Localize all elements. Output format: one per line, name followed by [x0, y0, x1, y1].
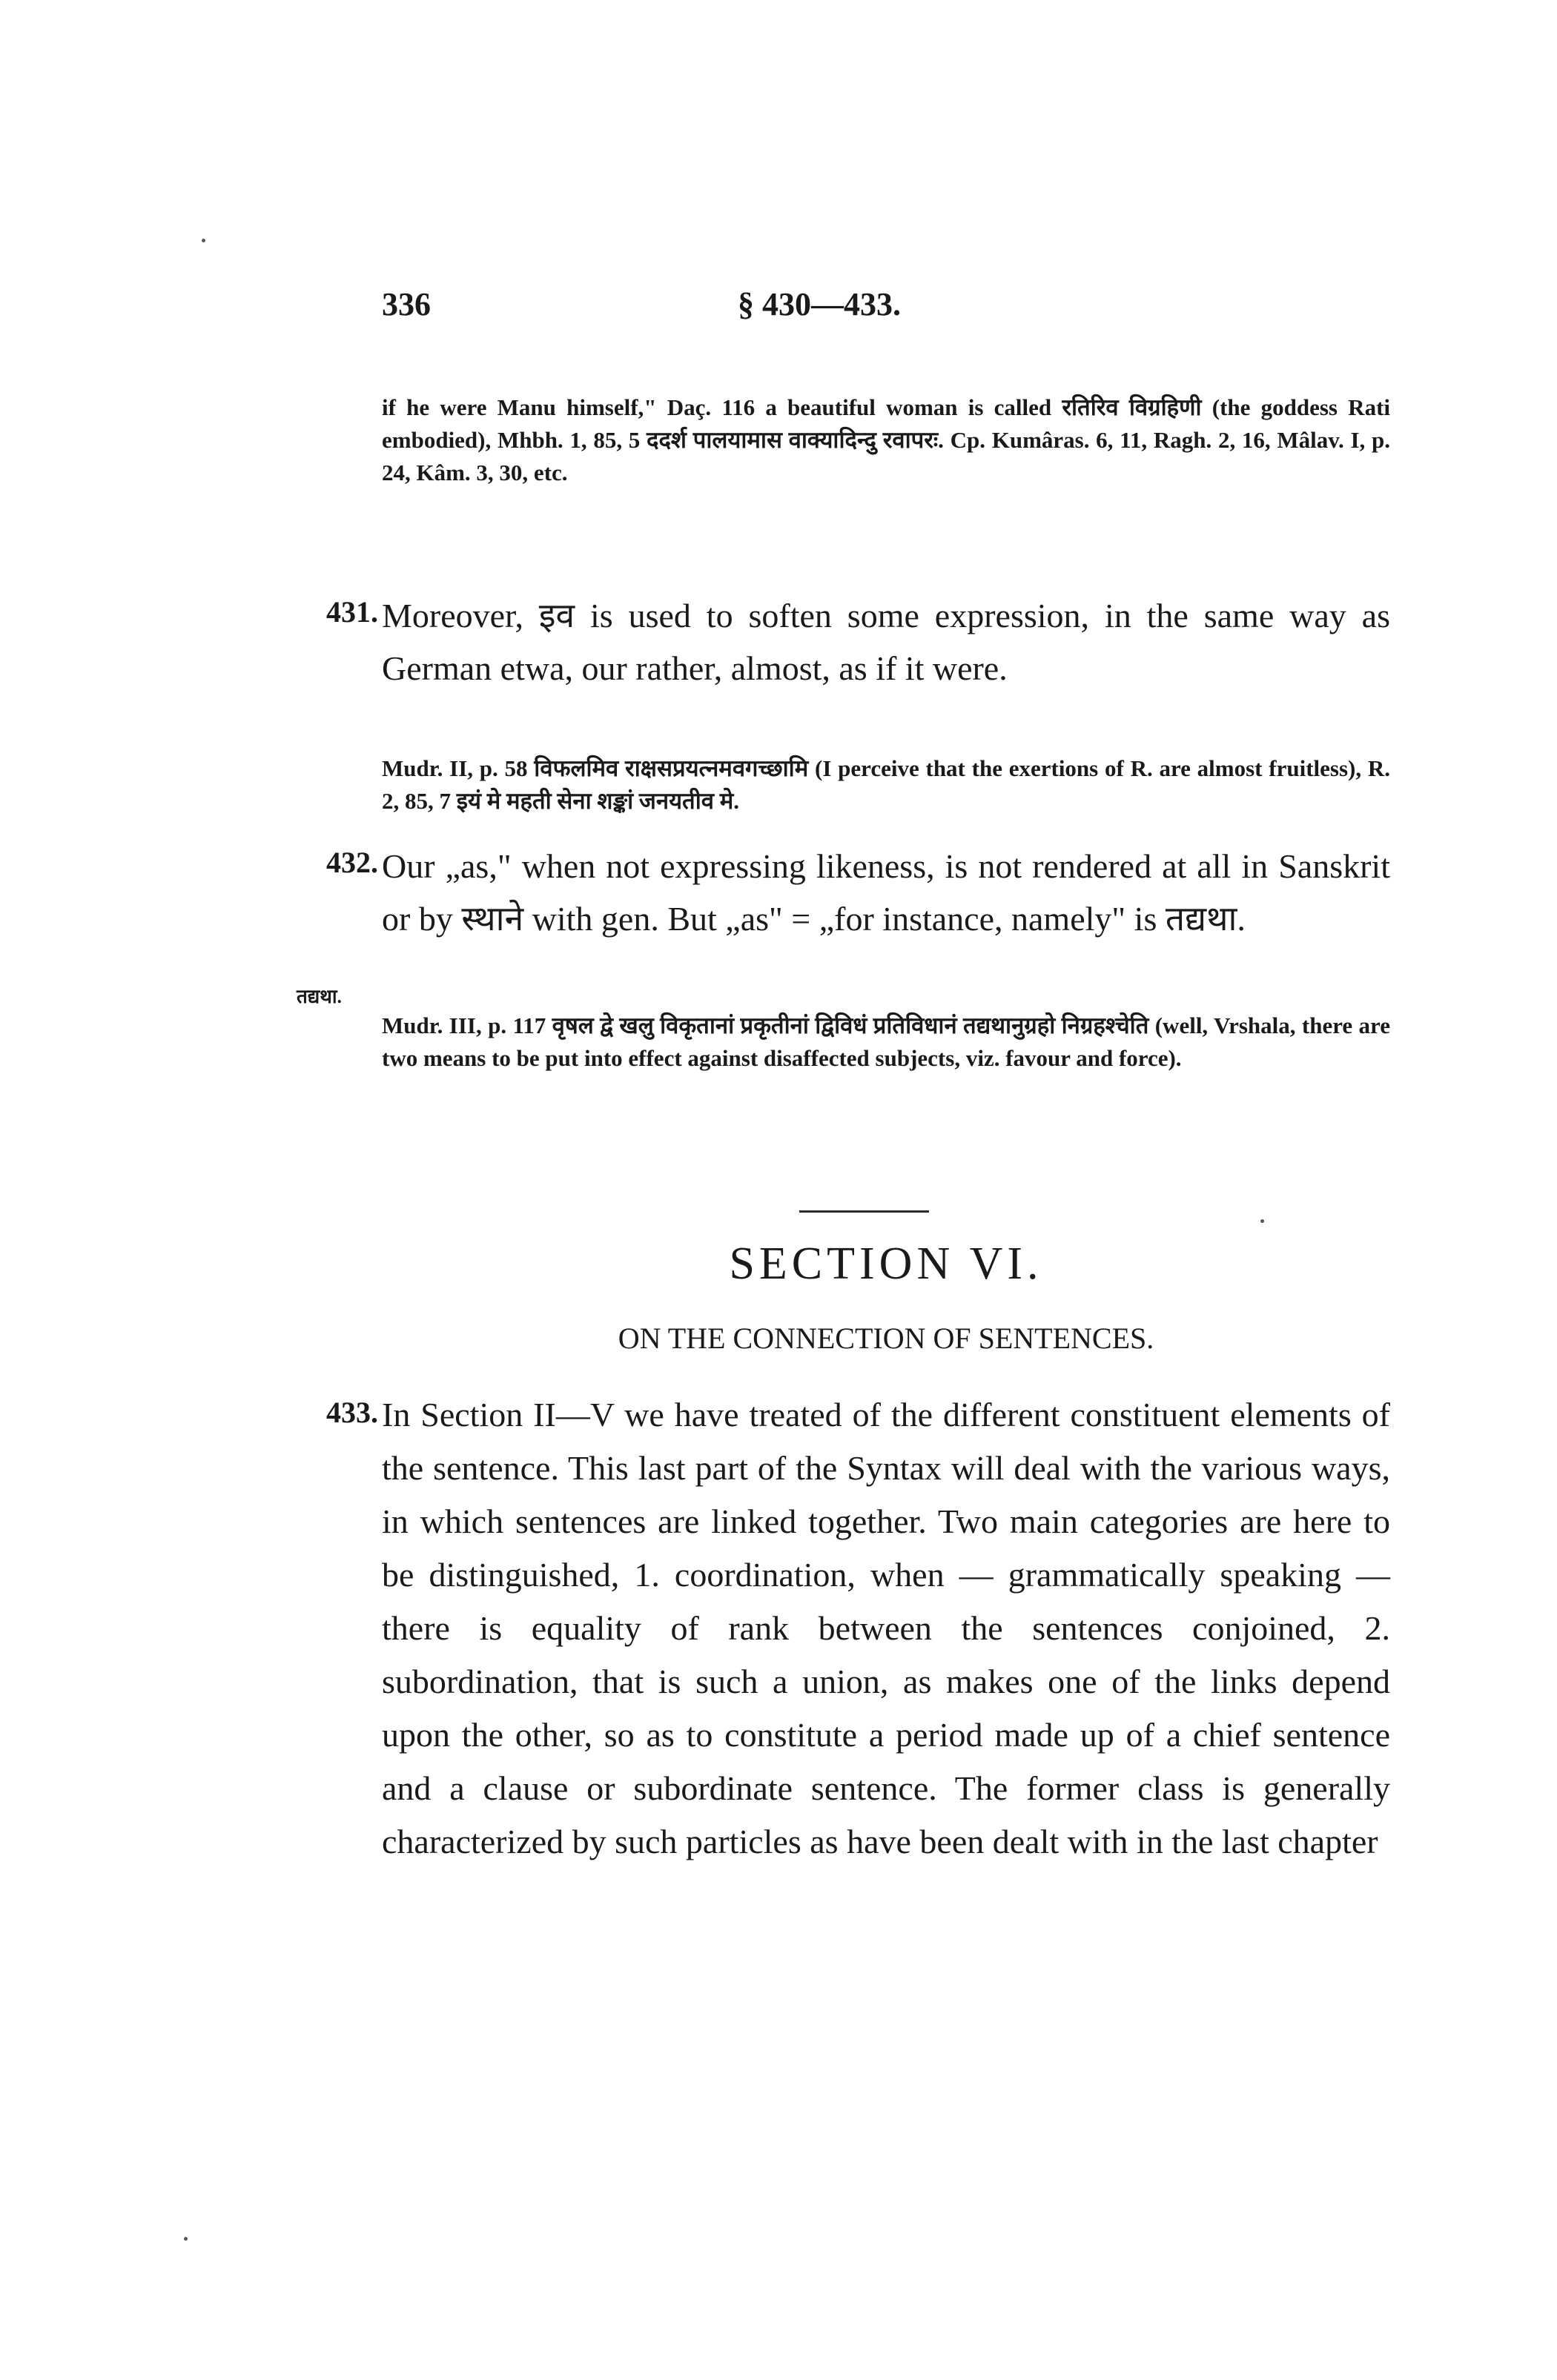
paragraph-number-433: 433.: [326, 1396, 378, 1429]
paper-speck: [1260, 1219, 1264, 1223]
paragraph-432-example: Mudr. III, p. 117 वृषल द्वे खलु विकृतानां प्रकृतीनां द्विविधं प्रतिविधानं तद्यथानुग्रहो निग्रहश्चेति (well, Vrshala, there are two means to be put into effect against disaffected subjects, viz. favour and force).: [382, 1012, 1390, 1071]
paragraph-number-432: 432.: [326, 846, 378, 879]
paper-speck: [184, 2237, 188, 2241]
section-subtitle: ON THE CONNECTION OF SENTENCES.: [618, 1322, 1154, 1355]
section-divider: [799, 1210, 929, 1213]
paragraph-431-text: Moreover, इव is used to soften some expression, in the same way as German etwa, our rather, almost, as if it were.: [382, 597, 1390, 687]
margin-note-432: तद्यथा.: [297, 986, 343, 1007]
paper-speck: [202, 239, 205, 242]
section-title: SECTION VI.: [729, 1239, 1043, 1289]
paragraph-433-text: In Section II—V we have treated of the different constituent elements of the sentence. This last part of the Syntax will deal with the various ways, in which sentences are linked together. Two main categories are here to be distinguished, 1. coordination, when — grammatically speaking — there is equality of rank between the sentences conjoined, 2. subordination, that is such a union, as makes one of the links depend upon the other, so as to constitute a period made up of a chief sentence and a clause or subordinate sentence. The former class is generally characterized by such particles as have been dealt with in the last chapter: [382, 1396, 1390, 1860]
paragraph-number-431: 431.: [326, 595, 378, 629]
paragraph-432-text: Our „as," when not expressing likeness, is not rendered at all in Sanskrit or by स्थाने with gen. But „as" = „for instance, namely" is तद्यथा.: [382, 847, 1390, 938]
paragraph-431-example: Mudr. II, p. 58 विफलमिव राक्षसप्रयत्नमवगच्छामि (I perceive that the exertions of R. are almost fruitless), R. 2, 85, 7 इयं मे महती सेना शङ्कां जनयतीव मे.: [382, 755, 1390, 814]
page-number: 336: [382, 286, 431, 322]
paragraph-430-continuation: if he were Manu himself," Daç. 116 a beautiful woman is called रतिरिव विग्रहिणी (the goddess Rati embodied), Mhbh. 1, 85, 5 ददर्श पालयामास वाक्यादिन्दु रवापरः. Cp. Kumâras. 6, 11, Ragh. 2, 16, Mâlav. I, p. 24, Kâm. 3, 30, etc.: [382, 394, 1390, 485]
running-header: [382, 285, 1390, 337]
section-range: § 430—433.: [738, 286, 901, 322]
